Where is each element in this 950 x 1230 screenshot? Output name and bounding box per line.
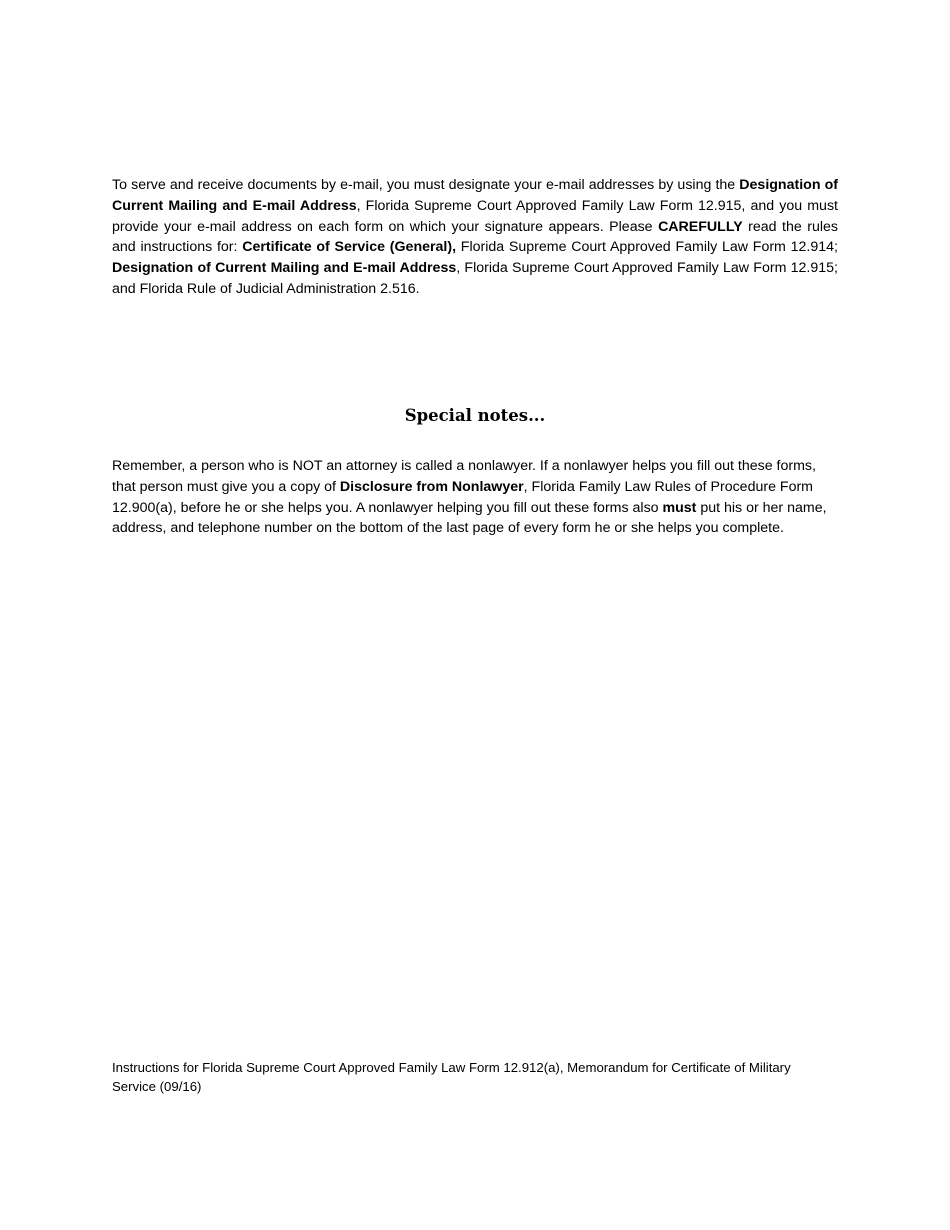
text-segment: read the rules and instructions for: — [112, 218, 838, 256]
text-segment: Remember, a person who is NOT an attorney is called a nonlawyer. If a nonlawyer helps you fill out these forms, that person must give you a copy of — [112, 458, 816, 495]
special-notes-paragraph — [112, 456, 838, 539]
page-footer: Instructions for Florida Supreme Court Approved Family Law Form 12.912(a), Memorandum for Certificate of Military Service (09/16) — [112, 1060, 791, 1094]
text-segment: , Florida Supreme Court Approved Family Law Form 12.915; and Florida Rule of Judicial Administration 2.516. — [112, 260, 838, 297]
special-notes-heading: Special notes... — [404, 406, 546, 425]
text-segment: , Florida Family Law Rules of Procedure Form 12.900(a), before he or she helps you. A nonlawyer helping you fill out these forms also — [112, 478, 814, 516]
text-segment: Florida Supreme Court Approved Family Law Form 12.914; — [456, 239, 838, 256]
bold-form-title: Designation of Current Mailing and E-mail Address — [112, 177, 838, 214]
text-segment: , Florida Supreme Court Approved Family Law Form 12.915, and you must provide your e-mail address on each form on which your signature appears. Please — [112, 197, 838, 235]
text-segment: put his or her name, address, and telephone number on the bottom of the last page of every form he or she helps you complete. — [112, 499, 827, 537]
bold-form-title: Disclosure from Nonlawyer — [339, 478, 524, 495]
bold-emphasis: CAREFULLY — [658, 218, 743, 235]
email-service-paragraph — [112, 175, 838, 300]
text-segment: To serve and receive documents by e-mail, you must designate your e-mail addresses by using the — [112, 177, 740, 193]
bold-emphasis: must — [662, 499, 697, 516]
bold-form-title: Designation of Current Mailing and E-mail Address — [112, 260, 457, 277]
bold-form-title: Certificate of Service (General), — [242, 239, 457, 256]
